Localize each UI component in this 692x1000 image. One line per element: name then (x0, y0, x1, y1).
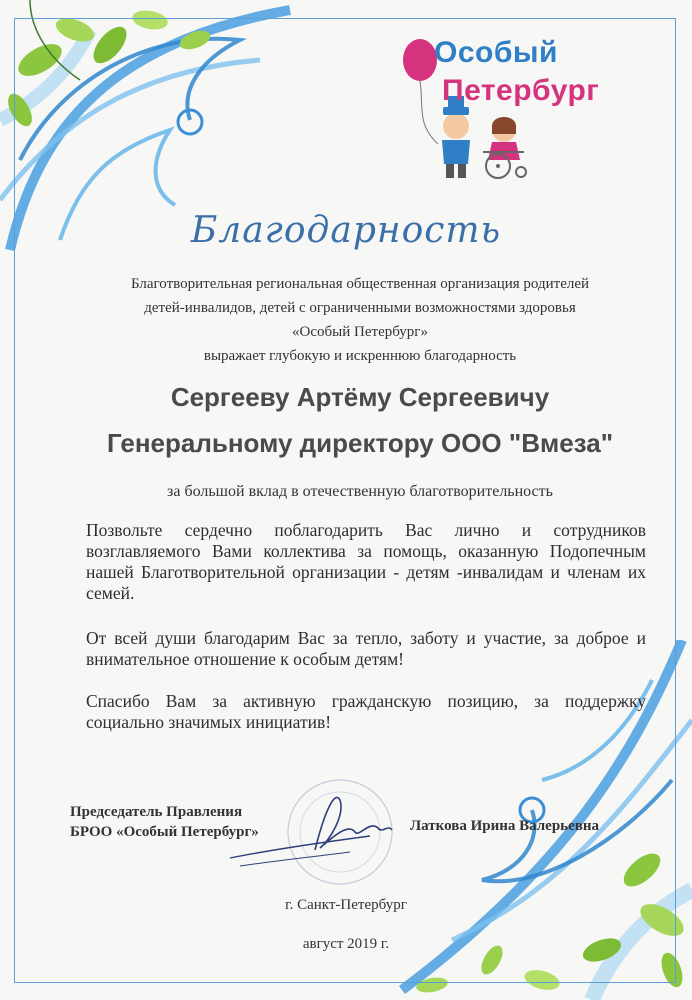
paragraph-civic-position: Спасибо Вам за активную гражданскую позицию, за поддержку социально значимых инициатив! (86, 691, 646, 732)
intro-line-2: детей-инвалидов, детей с ограниченными возможностями здоровья (144, 300, 576, 316)
date-line: август 2019 г. (302, 936, 390, 952)
document-title: Благодарность (190, 210, 502, 251)
logo-word-peterburg: Петербург (442, 74, 600, 107)
signer-name: Латкова Ирина Валерьевна (410, 818, 600, 834)
paragraph-warmth: От всей души благодарим Вас за тепло, заботу и участие, за доброе и внимательное отношение к особым детям! (86, 628, 646, 669)
signatory-role-line-1: Председатель Правления (70, 804, 243, 820)
intro-line-4: выражает глубокую и искреннюю благодарность (203, 348, 517, 364)
intro-line-1: Благотворительная региональная общественная организация родителей (130, 276, 590, 292)
logo-word-osobyi: Особый (434, 36, 558, 69)
signatory-role-line-2: БРОО «Особый Петербург» (70, 824, 259, 840)
organization-name: «Особый Петербург» (292, 324, 428, 340)
recipient-position: Генеральному директору ООО "Вмеза" (106, 428, 614, 458)
recipient-name: Сергееву Артёму Сергеевичу (170, 382, 550, 412)
official-stamp-and-signature (220, 770, 420, 900)
osobyi-peterburg-logo (398, 34, 646, 182)
paragraph-gratitude: Позвольте сердечно поблагодарить Вас лично и сотрудников возглавляемого Вами коллектива за помощь, оказанную Подопечным нашей Благотворительной организации - детям -инвалидам и членам их семей. (86, 520, 646, 603)
reason-line: за большой вклад в отечественную благотворительность (167, 483, 553, 500)
city-line: г. Санкт-Петербург (285, 897, 407, 913)
